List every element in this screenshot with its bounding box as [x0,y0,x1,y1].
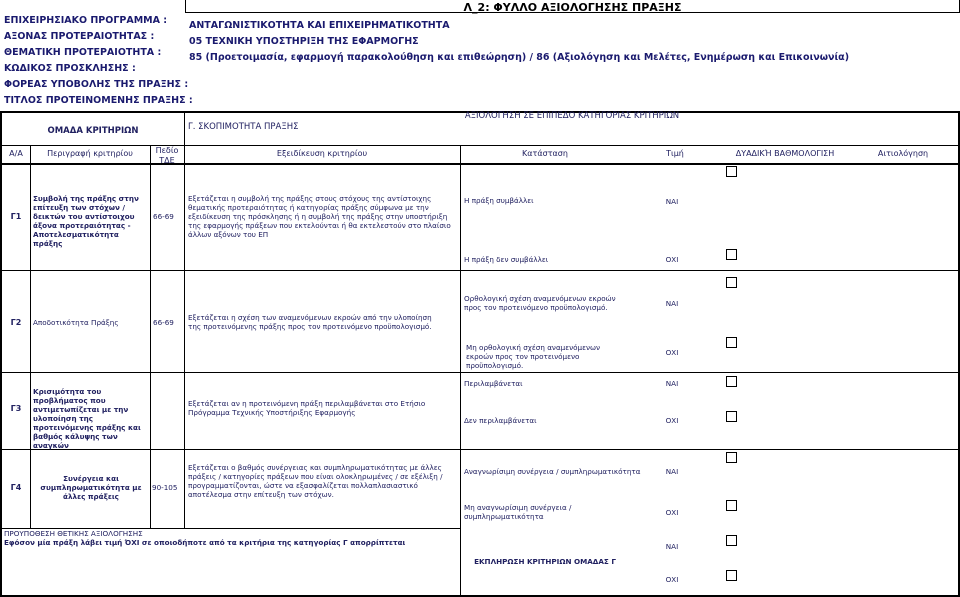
option-value: ΟΧΙ [665,508,679,517]
option-status: Η πράξη συμβάλλει [464,196,534,205]
col-header-justification: Αιτιολόγηση [877,149,929,158]
option-status: Μη ορθολογική σχέση αναμενόμενων εκροών προς τον προτεινόμενο προϋπολογισμό. [466,343,601,370]
checkbox[interactable] [726,570,737,581]
row-field: 90-105 [152,483,178,492]
option-value: ΝΑΙ [665,379,679,388]
summary-option-no: ΟΧΙ [665,575,679,584]
col-header-status: Κατάσταση [522,149,568,158]
header-label-call-code: ΚΩΔΙΚΟΣ ΠΡΟΣΚΛΗΣΗΣ : [4,63,136,74]
checkbox[interactable] [726,500,737,511]
row-specification: Εξετάζεται ο βαθμός συνέργειας και συμπληρωματικότητας με άλλες πράξεις / κατηγορίες πράξεων που είναι ολοκληρωμένες / σε εξέλιξη / προγραμματίζονται, ώστε να εξασφαλίζεται πολλαπλασιαστικό αποτέλεσμα στην επίτευξη των στόχων. [188,463,443,499]
row-field: 66-69 [153,212,174,221]
row-description: Συνέργεια και συμπληρωματικότητα με άλλες πράξεις [40,474,142,501]
form-title: Λ_2: ΦΥΛΛΟ ΑΞΙΟΛΟΓΗΣΗΣ ΠΡΑΞΗΣ [463,1,682,14]
row-description: Κρισιμότητα του προβλήματος που αντιμετωπίζεται με την υλοποίηση της προτεινόμενης πράξης και βαθμός κάλυψης των αναγκών [33,387,141,450]
option-value: ΟΧΙ [665,416,679,425]
option-status: Αναγνωρίσιμη συνέργεια / συμπληρωματικότητα [464,467,641,476]
option-value: ΝΑΙ [665,299,679,308]
checkbox[interactable] [726,376,737,387]
col-header-specification: Εξειδίκευση κριτηρίου [276,149,368,158]
footer-text: Εφόσον μία πράξη λάβει τιμή ΌΧΙ σε οποιοδήποτε από τα κριτήρια της κατηγορίας Γ απορρίπτεται [4,538,406,547]
summary-option-yes: ΝΑΙ [665,542,679,551]
col-header-aa: Α/Α [9,149,23,158]
col-header-binary: ΔΥΑΔΙΚΉ ΒΑΘΜΟΛΟΓΙΣΗ [735,149,835,158]
header-label-submitter: ΦΟΡΕΑΣ ΥΠΟΒΟΛΗΣ ΤΗΣ ΠΡΑΞΗΣ : [4,79,189,90]
row-id: Γ2 [10,318,22,327]
footer-title: ΠΡΟΥΠΟΘΕΣΗ ΘΕΤΙΚΗΣ ΑΞΙΟΛΟΓΗΣΗΣ [4,529,143,538]
checkbox[interactable] [726,166,737,177]
option-status: Ορθολογική σχέση αναμενόμενων εκροών προς τον προτεινόμενο προϋπολογισμό. [464,294,616,312]
header-value-axis: 05 ΤΕΧΝΙΚΗ ΥΠΟΣΤΗΡΙΞΗ ΤΗΣ ΕΦΑΡΜΟΓΗΣ [189,36,419,47]
group-name: Γ. ΣΚΟΠΙΜΟΤΗΤΑ ΠΡΑΞΗΣ [188,122,299,132]
option-status: Περιλαμβάνεται [464,379,523,388]
checkbox[interactable] [726,337,737,348]
group-label: ΟΜΑΔΑ ΚΡΙΤΗΡΙΩΝ [47,126,139,136]
checkbox[interactable] [726,249,737,260]
header-value-thematic: 85 (Προετοιμασία, εφαρμογή παρακολούθηση και επιθεώρηση) / 86 (Αξιολόγηση και Μελέτες, Ενημέρωση και Επικοινωνία) [189,52,850,63]
checkbox[interactable] [726,277,737,288]
header-value-program: ΑΝΤΑΓΩΝΙΣΤΙΚΟΤΗΤΑ ΚΑΙ ΕΠΙΧΕΙΡΗΜΑΤΙΚΟΤΗΤΑ [189,20,450,31]
checkbox[interactable] [726,535,737,546]
option-status: Δεν περιλαμβάνεται [464,416,537,425]
option-status: Η πράξη δεν συμβάλλει [464,255,549,264]
header-label-program: ΕΠΙΧΕΙΡΗΣΙΑΚΟ ΠΡΟΓΡΑΜΜΑ : [4,15,168,26]
checkbox[interactable] [726,452,737,463]
option-value: ΝΑΙ [665,197,679,206]
checkbox[interactable] [726,411,737,422]
header-label-thematic: ΘΕΜΑΤΙΚΗ ΠΡΟΤΕΡΑΙΟΤΗΤΑ : [4,47,162,58]
option-value: ΝΑΙ [665,467,679,476]
row-field: 66-69 [153,318,174,327]
row-specification: Εξετάζεται η σχέση των αναμενόμενων εκροών από την υλοποίηση της προτεινόμενης πράξης προς τον προτεινόμενο προϋπολογισμό. [188,313,432,331]
col-header-field: Πεδίο ΤΔΕ [155,146,179,165]
summary-label: ΕΚΠΛΗΡΩΣΗ ΚΡΙΤΗΡΙΩΝ ΟΜΑΔΑΣ Γ [474,557,616,566]
row-description: Συμβολή της πράξης στην επίτευξη των στόχων /δεικτών του αντίστοιχου άξονα προτεραιότητας - Αποτελεσματικότητα πράξης [33,194,139,248]
row-description: Αποδοτικότητα Πράξης [33,318,119,327]
col-header-value: Τιμή [666,149,684,158]
row-specification: Εξετάζεται αν η προτεινόμενη πράξη περιλαμβάνεται στο Ετήσιο Πρόγραμμα Τεχνικής Υποστήριξης Εφαρμογής [188,399,426,417]
col-header-description: Περιγραφή κριτηρίου [47,149,133,158]
option-value: ΟΧΙ [665,255,679,264]
row-id: Γ1 [10,212,22,221]
row-id: Γ3 [10,404,22,413]
eval-header: ΑΞΙΟΛΟΓΗΣΗ ΣΕ ΕΠΙΠΕΔΟ ΚΑΤΗΓΟΡΙΑΣ ΚΡΙΤΗΡΙΩΝ [464,111,680,121]
option-value: ΟΧΙ [665,348,679,357]
header-label-title: ΤΙΤΛΟΣ ΠΡΟΤΕΙΝΟΜΕΝΗΣ ΠΡΑΞΗΣ : [4,95,193,106]
row-specification: Εξετάζεται η συμβολή της πράξης στους στόχους της αντίστοιχης θεματικής προτεραιότητας ή κατηγορίας πράξης σύμφωνα με την εξειδίκευση της πρόσκλησης ή η συμβολή της πράξης στην υποστήριξη της εφαρμογής πράξεων που εκτελούνται ή θα εκτελεστούν στο πλαίσιο άλλων αξόνων του ΕΠ [188,194,451,239]
option-status: Μη αναγνωρίσιμη συνέργεια / συμπληρωματικότητα [464,503,572,521]
header-label-axis: ΑΞΟΝΑΣ ΠΡΟΤΕΡΑΙΟΤΗΤΑΣ : [4,31,155,42]
row-id: Γ4 [10,483,22,492]
